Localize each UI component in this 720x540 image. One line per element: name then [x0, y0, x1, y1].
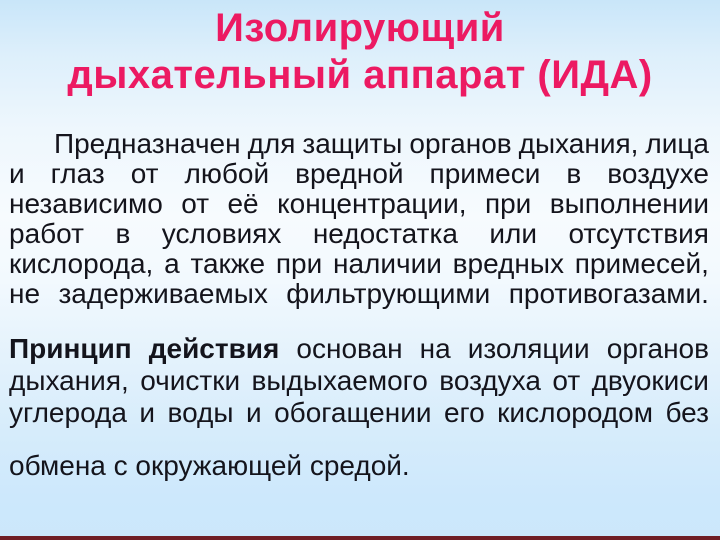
word: воздухе: [607, 158, 709, 189]
slide-title-line1: Изолирующий: [215, 6, 505, 50]
slide-title-line2: дыхательный аппарат (ИДА): [67, 53, 653, 97]
word: в: [566, 158, 582, 189]
word: изоляции: [467, 333, 590, 364]
word: действия: [148, 333, 280, 364]
word: концентрации,: [277, 188, 467, 219]
word: его: [443, 397, 485, 428]
paragraph-principle-last-line: обмена с окружающей средой.: [9, 450, 410, 481]
word: Принцип: [9, 333, 132, 364]
slide-body: [9, 129, 709, 482]
word: при: [484, 188, 532, 219]
word: от: [181, 188, 210, 219]
text-line: [9, 279, 709, 309]
word: глаз: [50, 158, 105, 189]
word: примесей,: [574, 248, 709, 279]
word: и: [139, 397, 156, 428]
word: вредных: [452, 248, 564, 279]
word: Предназначен: [53, 128, 241, 159]
text-line: [9, 365, 709, 397]
word: отсутствия: [568, 218, 709, 249]
word: задерживаемых: [58, 278, 268, 309]
word: лица: [645, 128, 709, 159]
word: фильтрующими: [286, 278, 491, 309]
text-line: [9, 129, 709, 159]
word: обогащении: [274, 397, 432, 428]
word: дыхания,: [518, 128, 639, 159]
word: и: [9, 158, 25, 189]
word: не: [9, 278, 41, 309]
word: органов: [409, 128, 512, 159]
word: воздуха: [439, 365, 541, 396]
word: примеси: [429, 158, 541, 189]
word: а: [164, 248, 180, 279]
word: также: [190, 248, 266, 279]
word: выполнении: [549, 188, 709, 219]
word: противогазами.: [508, 278, 709, 309]
word: от: [552, 365, 581, 396]
word: от: [130, 158, 159, 189]
word: очистки: [140, 365, 241, 396]
text-line: [9, 189, 709, 219]
word: наличии: [333, 248, 442, 279]
word: вредной: [295, 158, 404, 189]
word: работ: [9, 218, 84, 249]
word: защиты: [302, 128, 403, 159]
word: условиях: [161, 218, 282, 249]
word: кислородом: [497, 397, 653, 428]
text-line: [9, 249, 709, 279]
text-line: [9, 159, 709, 189]
slide-title: [0, 5, 720, 99]
word: органов: [606, 333, 709, 364]
paragraph-principle: [9, 333, 709, 429]
word: в: [115, 218, 131, 249]
paragraph-purpose: [9, 129, 709, 309]
word: двуокиси: [591, 365, 709, 396]
word: недостатка: [312, 218, 458, 249]
word: её: [227, 188, 259, 219]
word: основан: [296, 333, 403, 364]
word: для: [247, 128, 296, 159]
first-line-indent: [9, 129, 47, 159]
word: воды: [167, 397, 234, 428]
text-line: [9, 397, 709, 429]
word: при: [275, 248, 323, 279]
text-line: [9, 333, 709, 365]
text-line: [9, 219, 709, 249]
word: любой: [184, 158, 270, 189]
word: кислорода,: [9, 248, 154, 279]
word: или: [489, 218, 537, 249]
word: независимо: [9, 188, 163, 219]
word: и: [245, 397, 262, 428]
word: без: [665, 397, 709, 428]
word: углерода: [9, 397, 127, 428]
word: выдыхаемого: [251, 365, 428, 396]
bottom-accent-bar: [0, 536, 720, 540]
word: на: [419, 333, 451, 364]
word: дыхания,: [9, 365, 129, 396]
